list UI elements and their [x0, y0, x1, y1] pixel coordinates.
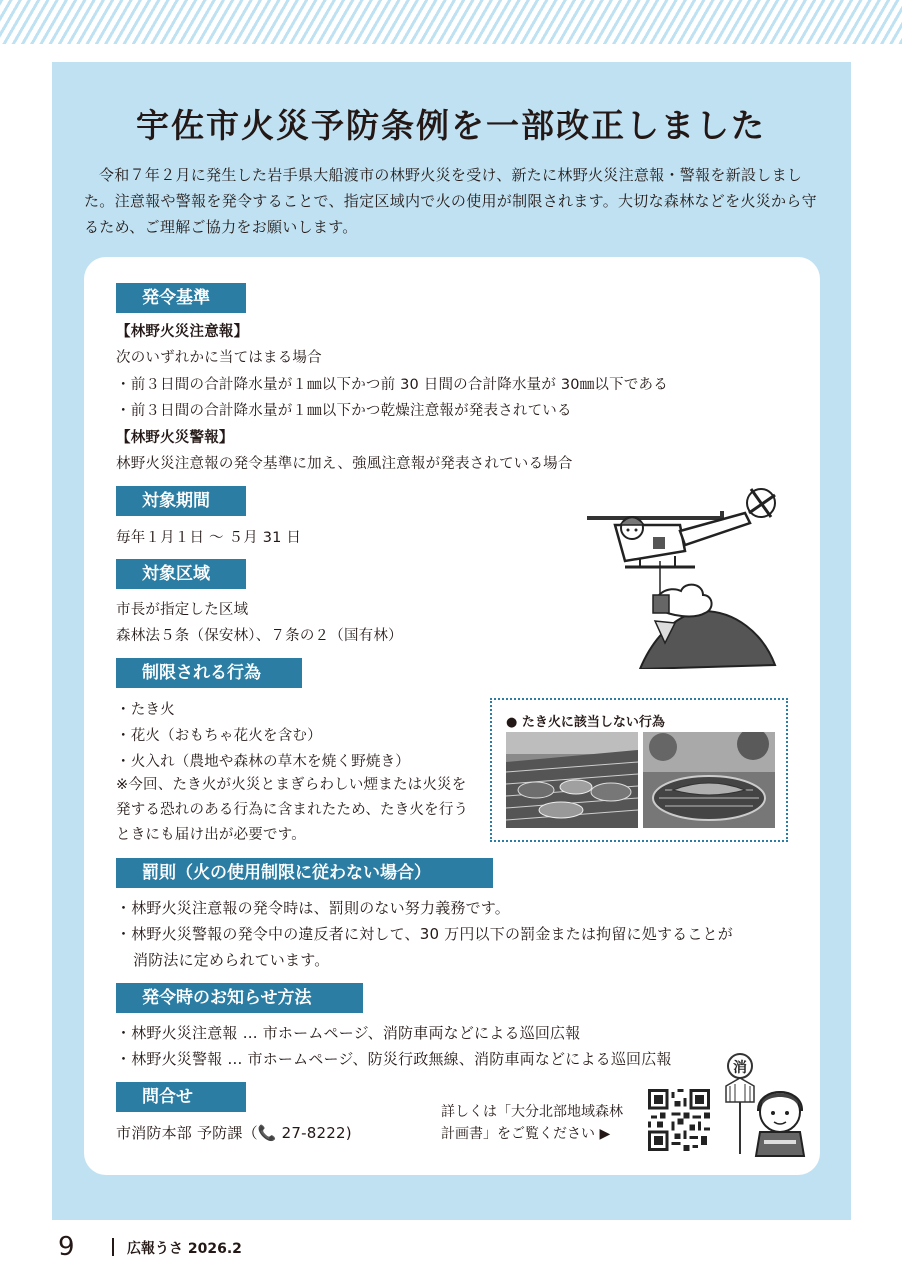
bullet-icon: ●	[506, 715, 522, 730]
area-line: 市長が指定した区域	[116, 602, 249, 618]
penalty-item-continued: 消防法に定められています。	[133, 951, 330, 969]
advisory-item: ・前３日間の合計降水量が１㎜以下かつ乾燥注意報が発表されている	[116, 403, 572, 419]
section-heading-period: 対象期間	[116, 486, 246, 516]
restricted-note: ※今回、たき火が火災とまぎらわしい煙または火災を発する恐れのある行為に含まれたため、たき火を行うときにも届け出が必要です。	[116, 777, 469, 843]
qr-guide-line: 詳しくは「大分北部地域森林	[441, 1104, 623, 1120]
warning-text: 林野火災注意報の発令基準に加え、強風注意報が発表されている場合	[116, 456, 573, 472]
header-stripes	[0, 0, 902, 44]
section-heading-criteria: 発令基準	[116, 283, 246, 313]
photo-caption	[506, 711, 665, 730]
contact-dept: 市消防本部 予防課（	[116, 1124, 258, 1142]
contact-phone: 27-8222)	[281, 1124, 352, 1142]
publication-label: 広報うさ 2026.2	[127, 1241, 242, 1257]
penalty-item: ・林野火災警報の発令中の違反者に対して、30 万円以下の罰金または拘留に処することが	[116, 925, 733, 943]
section-heading-area: 対象区域	[116, 559, 246, 589]
advisory-lead: 次のいずれかに当てはまる場合	[116, 350, 322, 366]
photo-caption-text: たき火に該当しない行為	[521, 715, 665, 730]
fish-grill-photo	[643, 732, 775, 828]
restricted-item: ・火入れ（農地や森林の草木を焼く野焼き）	[116, 754, 410, 770]
notice-item: ・林野火災注意報 … 市ホームページ、消防車両などによる巡回広報	[116, 1024, 581, 1042]
firefighter-mascot	[722, 1050, 810, 1158]
qr-guide-text	[441, 1101, 623, 1145]
advisory-label: 【林野火災注意報】	[116, 324, 249, 340]
footer-divider	[112, 1238, 114, 1256]
qr-guide-line: 計画書」をご覧ください ▶	[441, 1126, 611, 1142]
contact-text	[116, 1122, 352, 1143]
period-text: 毎年１月１日 〜 ５月 31 日	[116, 530, 302, 546]
qr-code[interactable]	[648, 1089, 710, 1151]
photo-box	[490, 698, 788, 842]
advisory-item: ・前３日間の合計降水量が１㎜以下かつ前 30 日間の合計降水量が 30㎜以下である	[116, 377, 668, 393]
notice-item: ・林野火災警報 … 市ホームページ、防災行政無線、消防車両などによる巡回広報	[116, 1050, 672, 1068]
page-number: 9	[58, 1232, 75, 1262]
restricted-item: ・花火（おもちゃ花火を含む）	[116, 728, 322, 744]
page-title: 宇佐市火災予防条例を一部改正しました	[136, 106, 766, 145]
bbq-grill-photo	[506, 732, 638, 828]
phone-icon: 📞	[257, 1124, 277, 1142]
mascot-badge: 消	[733, 1060, 747, 1076]
section-heading-contact: 問合せ	[116, 1082, 246, 1112]
restricted-item: ・たき火	[116, 702, 175, 718]
area-line: 森林法５条（保安林）、７条の２（国有林）	[116, 628, 403, 644]
section-heading-restricted: 制限される行為	[116, 658, 302, 688]
intro-paragraph: 令和７年２月に発生した岩手県大船渡市の林野火災を受け、新たに林野火災注意報・警報を新設しました。注意報や警報を発令することで、指定区域内で火の使用が制限されます。大切な森林などを火災から守るため、ご理解ご協力をお願いします。	[84, 166, 817, 236]
helicopter-illustration	[585, 483, 780, 669]
section-heading-notice: 発令時のお知らせ方法	[116, 983, 363, 1013]
warning-label: 【林野火災警報】	[116, 430, 234, 446]
section-heading-penalty: 罰則（火の使用制限に従わない場合）	[116, 858, 493, 888]
penalty-item: ・林野火災注意報の発令時は、罰則のない努力義務です。	[116, 899, 511, 917]
